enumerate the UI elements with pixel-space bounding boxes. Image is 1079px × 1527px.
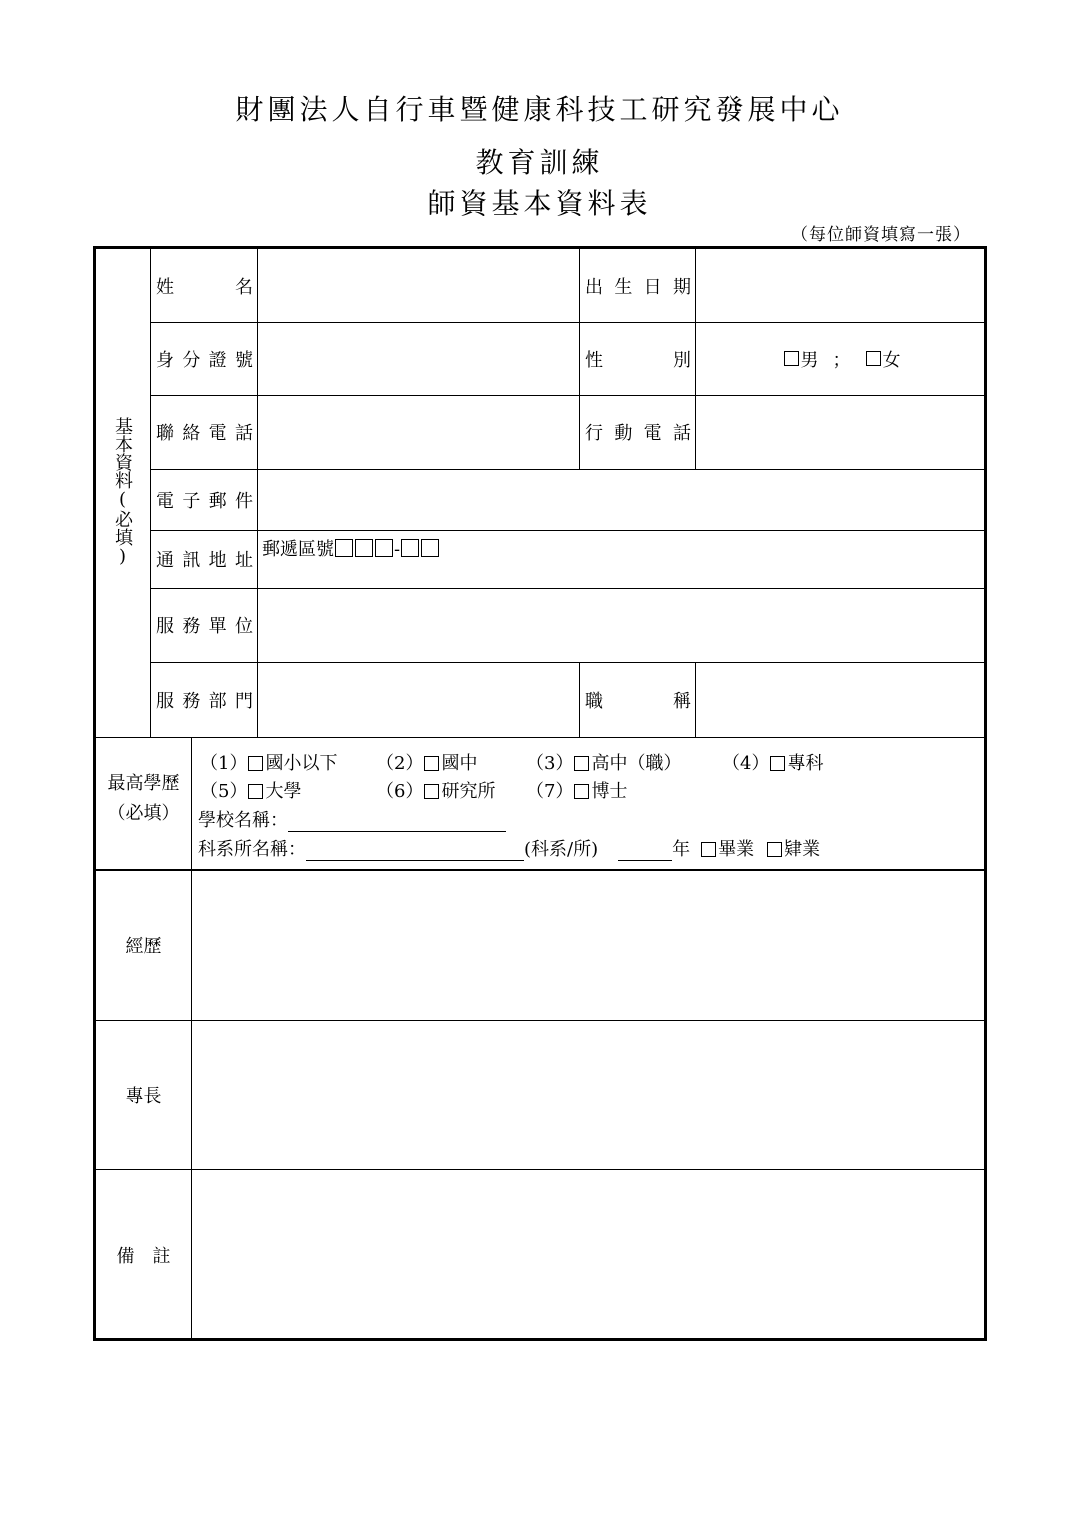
graduated-checkbox[interactable] (701, 842, 716, 857)
label-char: 號 (234, 349, 253, 371)
experience-label: 經歷 (125, 936, 162, 957)
label-char: 日 (643, 276, 662, 298)
year-label: 年 (672, 839, 691, 860)
postal-digit-box[interactable] (355, 539, 373, 557)
postal-digit-box[interactable] (375, 539, 393, 557)
education-options-row1 (200, 749, 823, 775)
label-char: 行 (585, 423, 603, 444)
label-char: 服 (156, 690, 174, 712)
postal-digit-box[interactable] (401, 539, 419, 557)
instructor-form-table (93, 246, 987, 1341)
form-subtitle: 教育訓練 (475, 146, 604, 179)
label-char: 址 (234, 550, 253, 571)
birth-date-field[interactable] (696, 249, 987, 322)
mobile-field[interactable] (696, 395, 987, 469)
dept-name-label: 科系所名稱： (198, 839, 306, 860)
grid-line (150, 530, 987, 531)
gender-separator: ； (832, 349, 851, 371)
phone-field[interactable] (258, 395, 579, 469)
edu-option-3[interactable] (526, 749, 722, 775)
school-name-label: 學校名稱： (198, 810, 288, 831)
label-char: 單 (208, 616, 227, 637)
organization-title: 財團法人自行車暨健康科技工研究發展中心 (235, 93, 844, 126)
basic-info-section-label: 基本資料(必填) (112, 417, 133, 567)
employer-field[interactable] (258, 588, 987, 662)
name-label (156, 249, 253, 322)
department-label-text (156, 687, 253, 713)
label-char: 部 (208, 690, 227, 712)
dept-name-input[interactable] (306, 842, 524, 861)
edu-checkbox[interactable] (574, 784, 589, 799)
name-label-text (156, 273, 253, 299)
edu-option-num: （3） (526, 753, 574, 774)
gender-label (585, 322, 691, 395)
label-char: 電 (156, 490, 174, 512)
graduated-label: 畢業 (718, 839, 755, 860)
label-char: 聯 (156, 423, 174, 444)
label-char: 名 (235, 276, 253, 298)
label-char: 姓 (156, 276, 174, 298)
label-char: 務 (182, 616, 201, 637)
edu-checkbox[interactable] (248, 784, 263, 799)
edu-checkbox[interactable] (248, 756, 263, 771)
expertise-field[interactable] (192, 1020, 987, 1169)
edu-option-num: （6） (376, 781, 424, 802)
edu-option-1[interactable] (200, 749, 376, 775)
edu-option-num: （2） (376, 753, 424, 774)
birth-date-label (585, 249, 691, 322)
form-note: （每位師資填寫一張） (791, 225, 971, 245)
edu-option-label: 國小以下 (265, 753, 338, 774)
label-char: 話 (672, 423, 691, 444)
edu-option-6[interactable] (376, 777, 526, 803)
label-char: 務 (182, 690, 201, 712)
id-number-label (156, 322, 253, 395)
postal-dash: - (394, 539, 401, 560)
edu-option-label: 國中 (441, 753, 478, 774)
edu-option-num: （7） (526, 781, 574, 802)
postal-digit-box[interactable] (335, 539, 353, 557)
expertise-label: 專長 (125, 1085, 162, 1107)
edu-checkbox[interactable] (574, 756, 589, 771)
edu-option-label: 高中（職） (591, 753, 682, 774)
grid-line (96, 737, 987, 738)
label-char: 子 (182, 490, 201, 512)
label-char: 動 (614, 423, 633, 444)
employer-label (156, 588, 253, 662)
address-field[interactable] (262, 535, 440, 561)
postal-digit-box[interactable] (421, 539, 439, 557)
postal-code-label: 郵遞區號 (262, 539, 334, 560)
edu-option-label: 研究所 (441, 781, 496, 802)
label-char: 服 (156, 616, 174, 637)
education-label-line2: （必填） (107, 803, 180, 824)
edu-option-7[interactable] (526, 777, 627, 803)
gender-options (696, 322, 987, 395)
address-label (156, 530, 253, 588)
education-options-row2 (200, 777, 627, 803)
remarks-label: 備 註 (116, 1246, 171, 1267)
id-number-label-text (156, 346, 253, 372)
male-label: 男 (800, 349, 819, 371)
id-number-field[interactable] (258, 322, 579, 395)
edu-checkbox[interactable] (770, 756, 785, 771)
email-label (156, 469, 253, 530)
education-label-line1: 最高學歷 (107, 773, 180, 794)
label-char: 郵 (208, 490, 227, 512)
label-char: 職 (585, 690, 603, 712)
label-char: 絡 (182, 423, 201, 444)
grid-line (579, 662, 580, 737)
form-title: 師資基本資料表 (427, 187, 652, 220)
label-char: 證 (208, 349, 227, 371)
name-field[interactable] (258, 249, 579, 322)
label-char: 通 (156, 550, 174, 571)
label-char: 地 (208, 550, 227, 571)
edu-option-label: 大學 (265, 781, 302, 802)
label-char: 話 (234, 423, 253, 444)
year-input[interactable] (618, 842, 672, 861)
female-checkbox[interactable] (866, 351, 881, 366)
label-char: 性 (585, 349, 603, 371)
employer-label-text (156, 612, 253, 638)
edu-checkbox[interactable] (424, 756, 439, 771)
incomplete-checkbox[interactable] (767, 842, 782, 857)
education-label (96, 769, 191, 829)
edu-checkbox[interactable] (424, 784, 439, 799)
label-char: 別 (673, 349, 691, 371)
email-field[interactable] (258, 469, 987, 530)
label-char: 生 (614, 276, 633, 298)
mobile-label (585, 395, 691, 469)
gender-label-text (585, 346, 691, 372)
mobile-label-text (585, 419, 691, 445)
job-title-label (585, 662, 691, 737)
edu-option-num: （5） (200, 781, 248, 802)
department-label (156, 662, 253, 737)
dept-suffix: (科系/所) (524, 839, 599, 860)
phone-label (156, 395, 253, 469)
edu-option-label: 博士 (591, 781, 628, 802)
label-char: 門 (234, 690, 253, 712)
label-char: 電 (208, 423, 227, 444)
department-name-row (198, 835, 820, 861)
edu-option-4[interactable] (722, 749, 823, 775)
job-title-label-text (585, 687, 691, 713)
label-char: 訊 (182, 550, 201, 571)
school-name-row (198, 806, 506, 832)
label-char: 位 (234, 616, 253, 637)
edu-option-2[interactable] (376, 749, 526, 775)
label-char: 期 (672, 276, 691, 298)
remarks-field[interactable] (192, 1169, 987, 1341)
edu-option-label: 專科 (787, 753, 824, 774)
email-label-text (156, 487, 253, 513)
grid-line (579, 249, 580, 469)
edu-option-num: （4） (722, 753, 770, 774)
male-checkbox[interactable] (784, 351, 799, 366)
school-name-input[interactable] (288, 813, 506, 832)
label-char: 出 (585, 276, 603, 298)
label-char: 電 (643, 423, 662, 444)
edu-option-num: （1） (200, 753, 248, 774)
label-char: 件 (234, 490, 253, 512)
experience-field[interactable] (192, 870, 987, 1020)
incomplete-label: 肄業 (784, 839, 821, 860)
birth-date-label-text (585, 273, 691, 299)
label-char: 分 (182, 349, 201, 371)
phone-label-text (156, 419, 253, 445)
female-label: 女 (882, 349, 901, 371)
label-char: 稱 (673, 690, 691, 712)
job-title-field[interactable] (696, 662, 987, 737)
label-char: 身 (156, 349, 174, 371)
department-field[interactable] (258, 662, 579, 737)
address-label-text (156, 546, 253, 572)
edu-option-5[interactable] (200, 777, 376, 803)
